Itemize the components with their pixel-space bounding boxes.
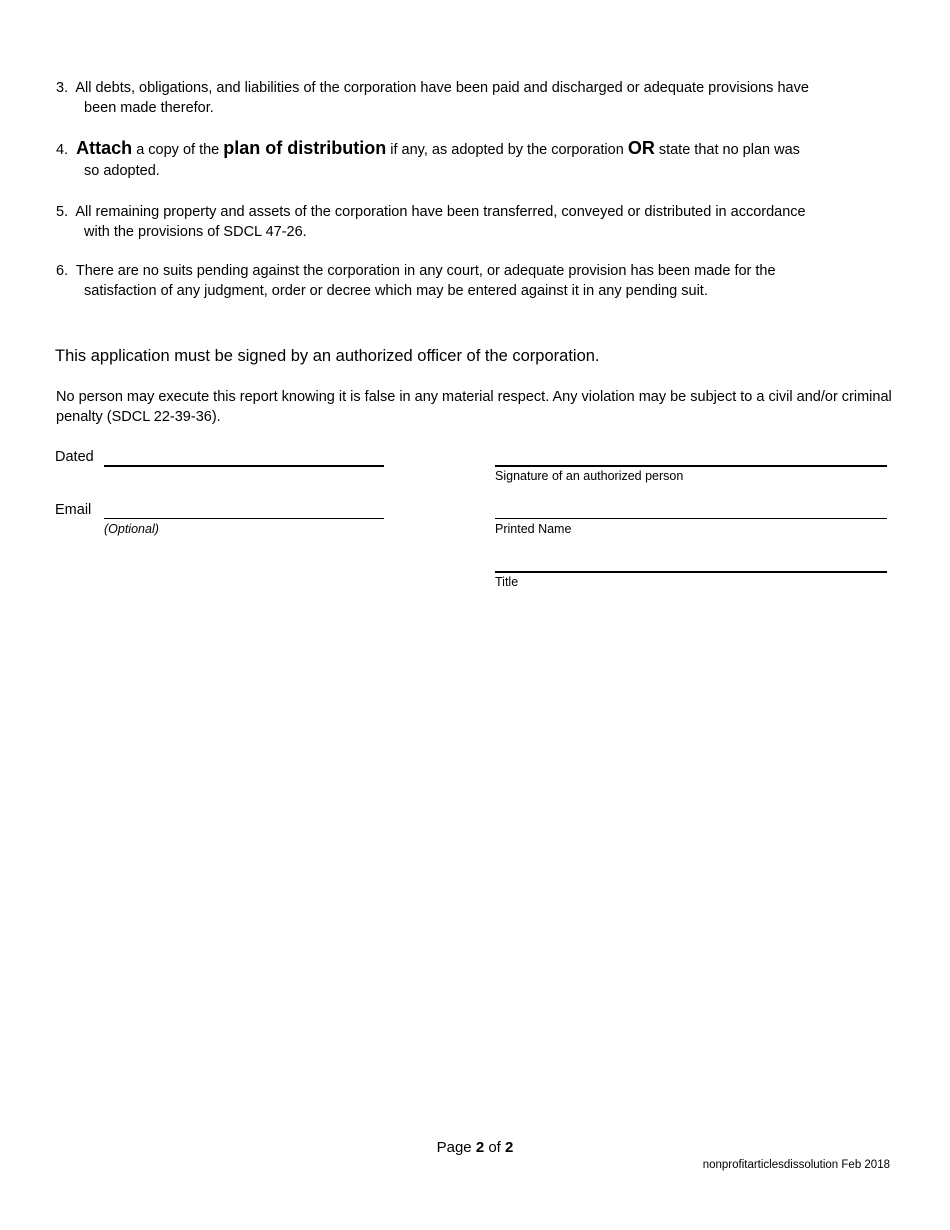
item-text-continued: been made therefor.	[84, 100, 214, 116]
item-text: a copy of the	[132, 142, 224, 158]
signature-requirement-note: This application must be signed by an authorized officer of the corporation.	[55, 347, 600, 365]
of-word: of	[488, 1139, 501, 1156]
printed-name-field-line[interactable]	[495, 518, 887, 519]
email-label: Email	[55, 502, 92, 518]
page-word: Page	[436, 1139, 472, 1156]
item-text: state that no plan was	[654, 142, 800, 158]
signature-field-line[interactable]	[495, 465, 887, 467]
plan-of-distribution-keyword: plan of distribution	[223, 138, 387, 158]
list-item-5	[56, 202, 876, 242]
item-number: 6.	[56, 263, 69, 279]
list-item-6	[56, 261, 876, 301]
page-current: 2	[475, 1139, 485, 1156]
email-optional-note: (Optional)	[104, 522, 159, 536]
printed-name-caption: Printed Name	[495, 522, 572, 536]
item-text: if any, as adopted by the corporation	[386, 142, 628, 158]
page-total: 2	[505, 1139, 514, 1156]
page-number	[0, 1139, 950, 1156]
document-code: nonprofitarticlesdissolution Feb 2018	[702, 1159, 890, 1171]
item-text: All debts, obligations, and liabilities of the corporation have been paid and discharged or adequate provisions have	[75, 80, 809, 96]
list-item-4	[56, 137, 876, 181]
false-report-warning: No person may execute this report knowing it is false in any material respect. Any violation may be subject to a civil and/or criminal penalty (SDCL 22-39-36).	[56, 389, 892, 425]
item-number: 4.	[56, 142, 69, 158]
title-field-line[interactable]	[495, 571, 887, 573]
list-item-3	[56, 78, 876, 118]
or-keyword: OR	[627, 138, 655, 158]
attach-keyword: Attach	[76, 138, 133, 158]
item-text: There are no suits pending against the corporation in any court, or adequate provision has been made for the	[75, 263, 776, 279]
signature-caption: Signature of an authorized person	[495, 469, 684, 483]
item-number: 3.	[56, 80, 69, 96]
email-field-line[interactable]	[104, 518, 384, 519]
dated-label: Dated	[55, 449, 94, 465]
item-number: 5.	[56, 204, 69, 220]
title-caption: Title	[495, 575, 519, 589]
item-text-continued: satisfaction of any judgment, order or decree which may be entered against it in any pending suit.	[84, 283, 708, 299]
dated-field-line[interactable]	[104, 465, 384, 467]
item-text: All remaining property and assets of the corporation have been transferred, conveyed or distributed in accordance	[75, 204, 806, 220]
item-text-continued: with the provisions of SDCL 47-26.	[84, 224, 307, 240]
item-text-continued: so adopted.	[84, 163, 160, 179]
